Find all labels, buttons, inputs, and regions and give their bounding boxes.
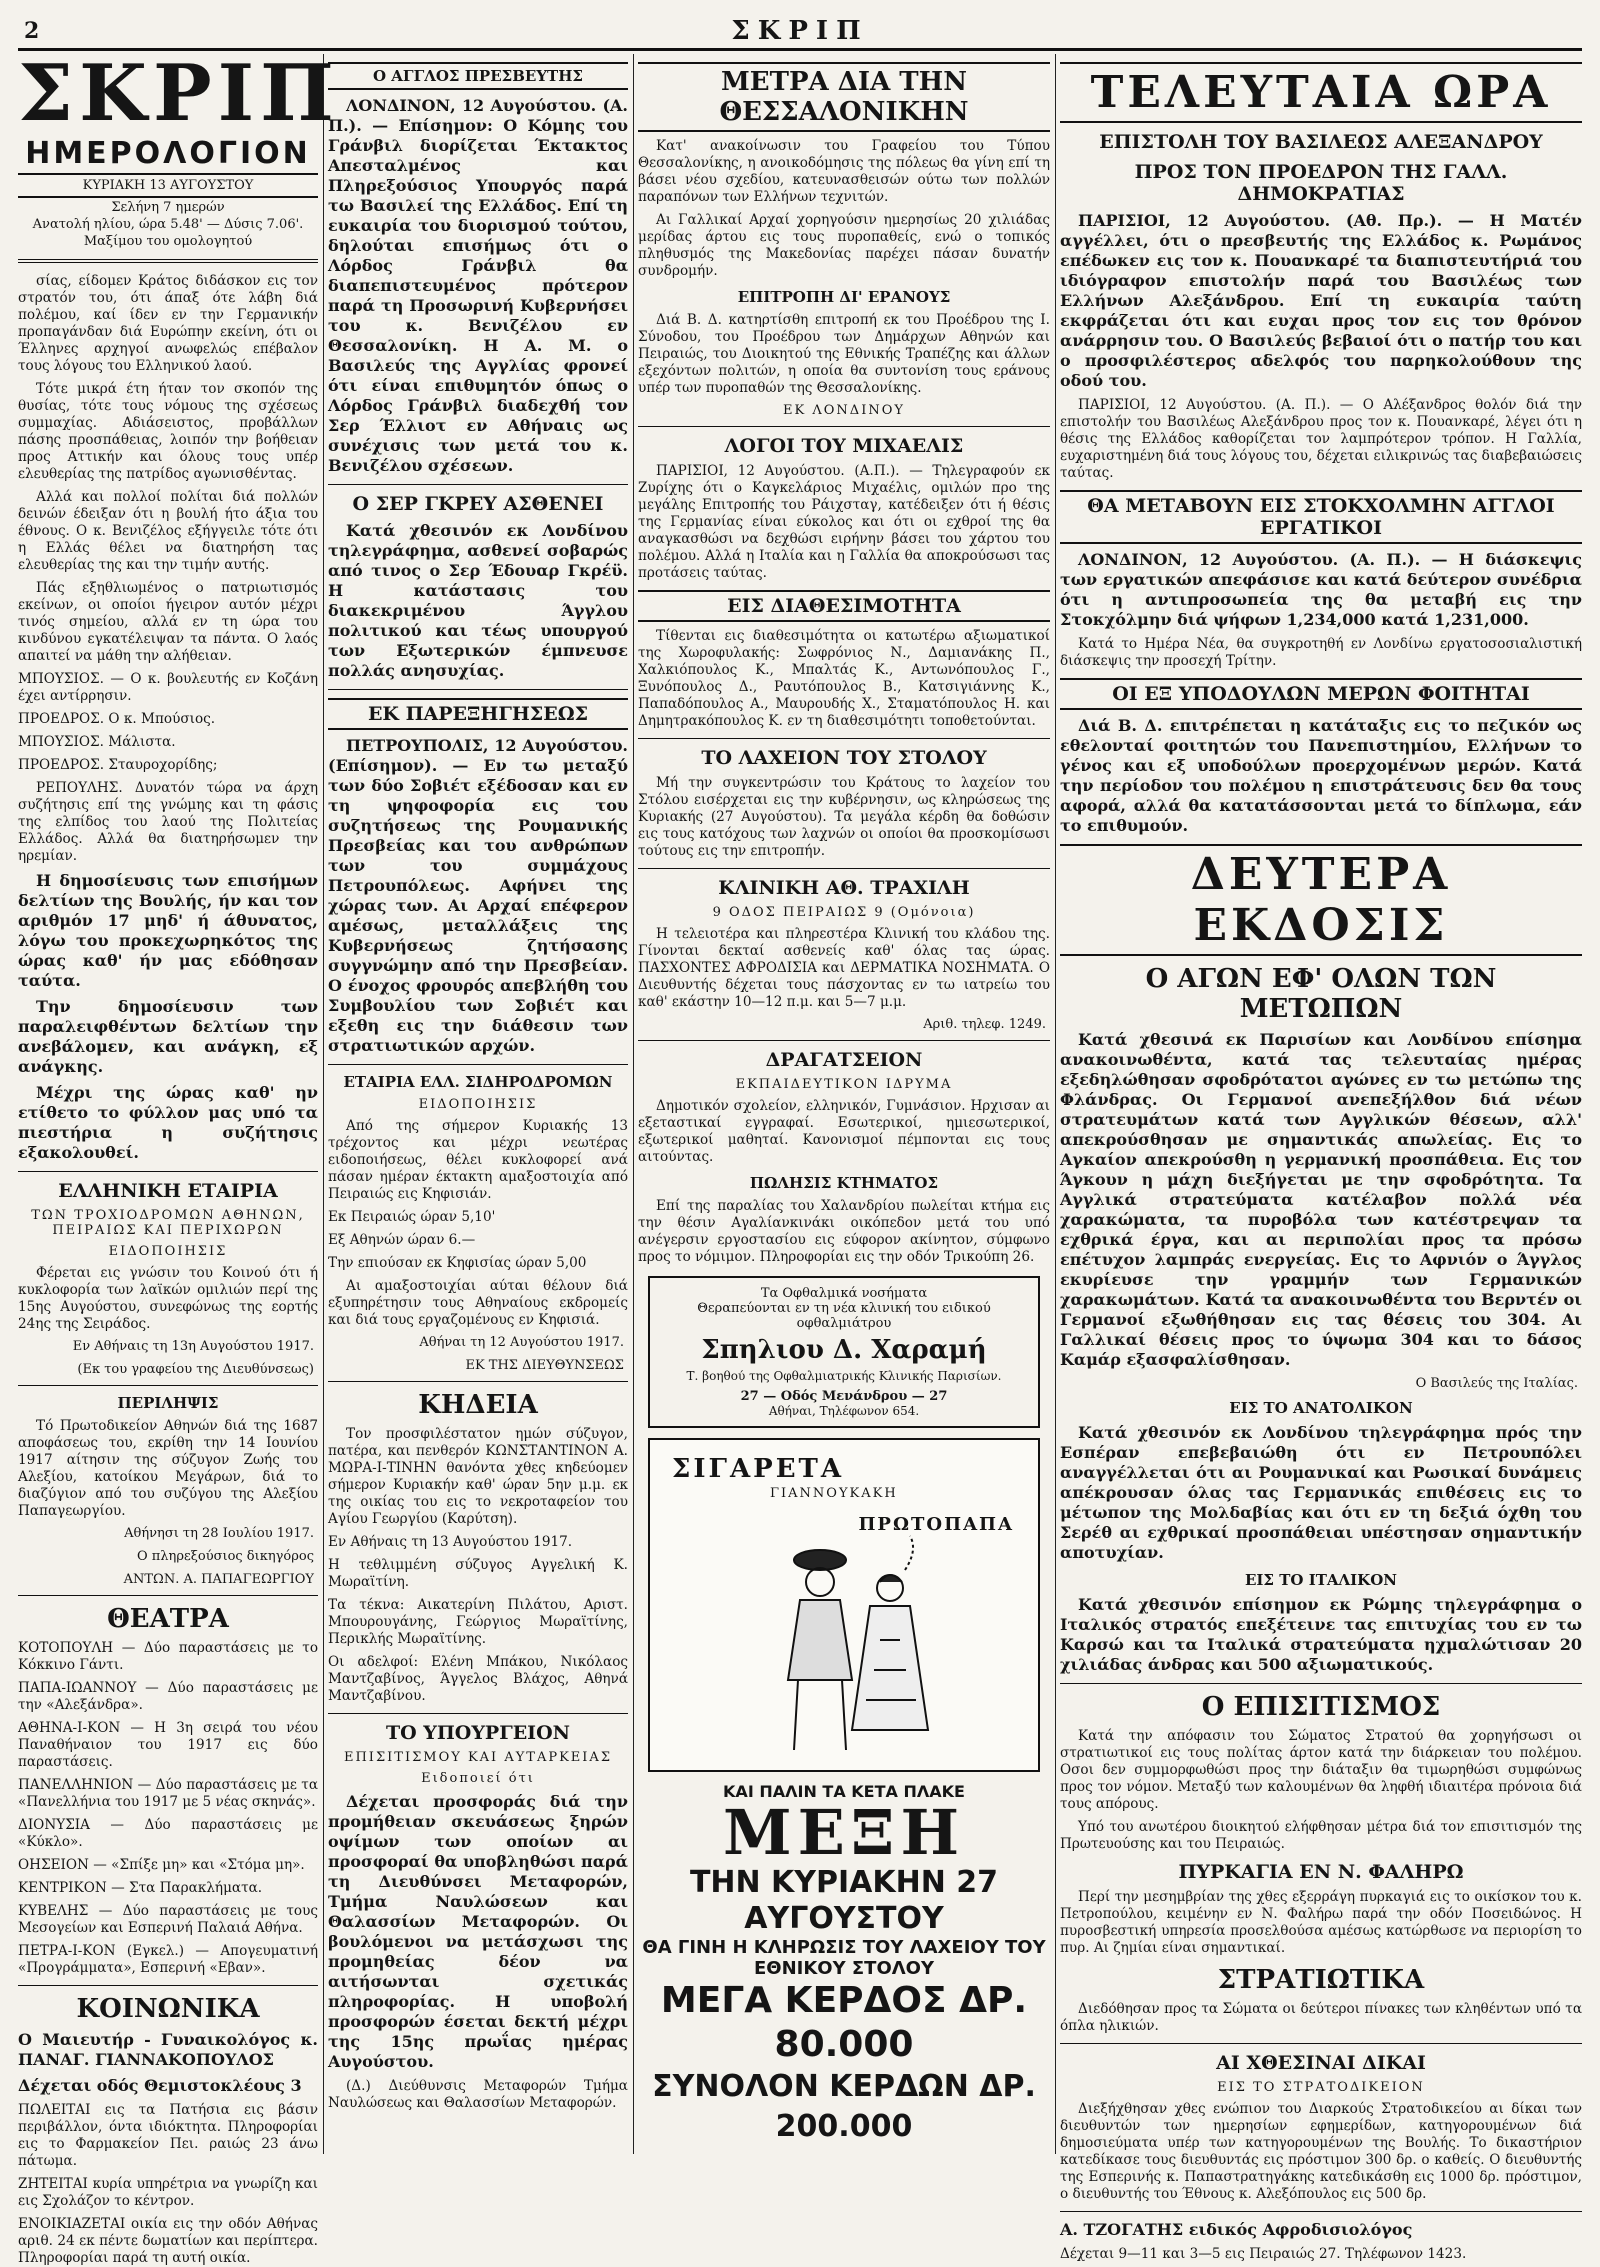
cigarette-ad: [648, 1438, 1040, 1772]
separator: [18, 259, 318, 263]
almanac-line: Μαξίμου του ομολογητού: [83, 234, 253, 249]
listing: ΚΟΤΟΠΟΥΛΗ — Δύο παραστάσεις με το Κόκκινο Γάντι.: [18, 1640, 318, 1673]
headline: ΛΟΓΟΙ ΤΟΥ ΜΙΧΑΕΛΙΣ: [724, 435, 964, 457]
almanac-line: Ανατολή ηλίου, ώρα 5.48' — Δύσις 7.06'.: [32, 217, 304, 232]
subheadline: ΕΙΣ ΤΟ ΣΤΡΑΤΟΔΙΚΕΙΟΝ: [1217, 2080, 1425, 2095]
article-text-bold: Κατά χθεσινόν επίσημον εκ Ρώμης τηλεγράφημα ο Ιταλικός στρατός επεξέτεινε τας επιτυχίας του εν τω Καρσώ και τα Ιταλικά στρατεύματα ηχμαλώτισαν 20 χιλιάδας άνδρας και 500 αξιωματικούς.: [1060, 1595, 1582, 1674]
column-rule: [1055, 54, 1056, 2154]
article-text: ΠΑΡΙΣΙΟΙ, 12 Αυγούστου. (Α.Π.). — Τηλεγραφούν εκ Ζυρίχης ότι ο Καγκελάριος Μιχαέλις, ομιλών προ της μεγάλης Επιτροπής του Ράιχσταγ, κατέδειξεν ότι ή θέσις της Γερμανίας είναι εύκολος και ότι οι εχθροί της θα αναγκασθώσι να δεχθώσι ειρήνην βάσει του χάρτου του πολέμου. Αλλά η Ιταλία και η Γαλλία θα αποκρούσωσι τας προτάσεις ταύτας.: [638, 463, 1050, 581]
headline: ΚΟΙΝΩΝΙΚΑ: [76, 1994, 260, 2024]
notice-text: Από της σήμερον Κυριακής 13 τρέχοντος και μέχρι νεωτέρας ειδοποιήσεως, θέλει κυκλοφορεί ανά πάσαν ημέραν έκτακτη αμαξοστοιχία από Πειραιώς εις Κηφισιάν.: [328, 1118, 628, 1202]
headline: ΕΚ ΠΑΡΕΞΗΓΗΣΕΩΣ: [328, 698, 628, 730]
article-text: Διεδόθησαν προς τα Σώματα οι δεύτεροι πίνακες των κληθέντων υπό τα όπλα ηλικιών.: [1060, 2001, 1582, 2034]
article-text-bold: Κατά χθεσινόν εκ Λονδίνου τηλεγράφημα, ασθενεί σοβαρώς από τινος ο Σερ Έδουαρ Γκρέϋ. Η κατάστασις του διακεκριμένου Άγγλου πολιτικού και τέως υπουργού των Εξωτερικών έμπνευσε πολλάς ανησυχίας.: [328, 521, 628, 680]
headline: Ο ΕΠΙΣΙΤΙΣΜΟΣ: [1201, 1692, 1441, 1722]
article-text: σίας, είδομεν Κράτος διδάσκον εις τον στρατόν του, ότι άπαξ ότε λάβη διά πολέμου, καί ίδεν εν την Γερμανικήν προπαγάνδαν διά Ευρώπην εκείνη, ότι οι Έλληνες αρχηγοί ανωφελώς επέβαλον τους λόγους του Ελληνικού λαού.: [18, 273, 318, 374]
headline: ΘΑ ΜΕΤΑΒΟΥΝ ΕΙΣ ΣΤΟΚΧΟΛΜΗΝ ΑΓΓΛΟΙ ΕΡΓΑΤΙΚΟΙ: [1060, 490, 1582, 544]
article-text: Τότε μικρά έτη ήταν τον σκοπόν της θυσίας, τότε τους νόμους της σχέσεως συμμαχίας. Αδιάσειστος, προβάλλων πάσης προσπάθειας, λοιπόν την βοήθειαν προς Αττικήν και όλους τους υπέρ ελευθερίας της πατρίδος αγωνισθέντας.: [18, 381, 318, 482]
section-header: ΤΕΛΕΥΤΑΙΑ ΩΡΑ: [1060, 62, 1582, 123]
ad-text: Α. ΤΖΟΓΑΤΗΣ ειδικός Αφροδισιολόγος: [1060, 2220, 1413, 2239]
notice-label: ΕΙΔΟΠΟΙΗΣΙΣ: [108, 1244, 228, 1259]
listing: ΑΘΗΝΑ-Ι-ΚΟΝ — Η 3η σειρά του νέου Παναθήναιον του 1917 εις δύο παραστάσεις.: [18, 1720, 318, 1770]
ad-name: ΜΕΞΗ: [722, 1796, 966, 1869]
ad-text: ΠΩΛΕΙΤΑΙ εις τα Πατήσια εις βάσιν περιβάλλον, όντα ιδιόκτητα. Πληροφορίαι εις το Φαρμακείον Πει. ραιώς 23 άνω πάτωμα.: [18, 2102, 318, 2169]
ad-name: Σπηλιου Δ. Χαραμή: [701, 1335, 987, 1365]
article-text: Αλλά και πολλοί πολίται διά πολλών δεινών έδειξαν ότι η βουλή ήτο άξια του έθνους. Ο κ. Βενιζέλος εξήγγειλε τότε ότι η Ελλάς θέλει να διατηρήση τας ελευθερίας της και την τιμήν αυτής.: [18, 489, 318, 573]
signature: Αθήνησι τη 28 Ιουλίου 1917.: [124, 1526, 314, 1541]
article-text-bold: Την δημοσίευσιν των παραλειφθέντων δελτίων την ανεβάλομεν, και ανάγκη, εξ ανάγκης.: [18, 997, 318, 1076]
newspaper-page: [18, 14, 1582, 2266]
article-text: Περί την μεσημβρίαν της χθες εξερράγη πυρκαγιά εις το οικίσκον του κ. Πετροπούλου, κειμένην εν Ν. Φαλήρω παρά την οδόν Ποσειδώνος. Η πυροσβεστική υπηρεσία προσελθούσα αμέσως κατώρθωσε να περιορίση το πυρ. Αι ζημίαι είναι σημαντικαί.: [1060, 1889, 1582, 1956]
columns: [18, 48, 1582, 2266]
listing: ΚΥΒΕΛΗΣ — Δύο παραστάσεις με τους Μεσογείων και Εσπερινή Παλαιά Αθήνα.: [18, 1903, 318, 1936]
article-text: Υπό του ανωτέρου διοικητού ελήφθησαν μέτρα διά τον επισιτισμόν της Πρωτευούσης και του Πειραιώς.: [1060, 1819, 1582, 1852]
headline: ΟΙ ΕΞ ΥΠΟΔΟΥΛΩΝ ΜΕΡΩΝ ΦΟΙΤΗΤΑΙ: [1060, 678, 1582, 710]
signature: ΕΚ ΤΗΣ ΔΙΕΥΘΥΝΣΕΩΣ: [465, 1358, 624, 1373]
notice-text: Τό Πρωτοδικείον Αθηνών διά της 1687 αποφάσεως του, εκρίθη την 14 Ιουνίου 1917 αίτησιν της σύζυγον Ζωής του Αλεξίου, κατοίκου Μεγάρων, διά το διαζύγιον από του συζύγου της Αλεξίου Παπαγεωργίου.: [18, 1418, 318, 1519]
dialogue-line: ΠΡΟΕΔΡΟΣ. Σταυροχορίδης;: [18, 757, 218, 773]
ad-line: ΣΙΓΑΡΕΤΑ: [672, 1454, 845, 1484]
headline: ΠΥΡΚΑΓΙΑ ΕΝ Ν. ΦΑΛΗΡΩ: [1178, 1861, 1464, 1883]
article-text: Κατά την απόφασιν του Σώματος Στρατού θα χορηγήσωσι οι στρατιωτικοί εις τους πολίτας άρτον κατά την διάρκειαν του πολέμου. Οσοι δεν συμμορφωθώσι προς την διάταξιν θα τιμωρηθώσι συμφώνως προς τον νόμον. Μεταξύ των καλουμένων θα ληφθή ιδιαιτέρα πρόνοια διά τους απόρους.: [1060, 1728, 1582, 1812]
column-rule: [633, 54, 634, 2154]
issue-date: ΚΥΡΙΑΚΗ 13 ΑΥΓΟΥΣΤΟΥ: [18, 173, 318, 198]
notice-text: Η τεθλιμμένη σύζυγος Αγγελική Κ. Μωραϊτίνη.: [328, 1557, 628, 1590]
separator: [328, 1064, 628, 1065]
signature: ΑΝΤΩΝ. Α. ΠΑΠΑΓΕΩΡΓΙΟΥ: [123, 1572, 314, 1587]
ad-phone: Αθήναι, Τηλέφωνον 654.: [768, 1404, 920, 1418]
headline: Ο ΣΕΡ ΓΚΡΕΥ ΑΣΘΕΝΕΙ: [352, 493, 604, 515]
ad-line: ΘΑ ΓΙΝΗ Η ΚΛΗΡΩΣΙΣ ΤΟΥ ΛΑΧΕΙΟΥ ΤΟΥ ΕΘΝΙΚΟΥ ΣΤΟΛΟΥ: [642, 1937, 1046, 1979]
column-2: [328, 54, 628, 2154]
separator: [18, 1171, 318, 1172]
listing: ΟΗΣΕΙΟΝ — «Σπίξε μη» και «Στόμα μη».: [18, 1857, 305, 1873]
signature: Αριθ. τηλεφ. 1249.: [923, 1017, 1046, 1032]
listing: ΠΑΠΑ-ΙΩΑΝΝΟΥ — Δύο παραστάσεις με την «Αλεξάνδρα».: [18, 1680, 318, 1713]
dialogue-line: ΜΠΟΥΣΙΟΣ. — Ο κ. βουλευτής εν Κοζάνη έχει αντίρρησιν.: [18, 671, 318, 704]
ad-text: Ο Μαιευτήρ - Γυναικολόγος κ. ΠΑΝΑΓ. ΓΙΑΝΝΑΚΟΠΟΥΛΟΣ: [18, 2030, 318, 2069]
article-text: Διά Β. Δ. κατηρτίσθη επιτροπή εκ του Προέδρου της Ι. Σύνοδου, του Προέδρου των Δημάρχων Αθηνών και Πειραιώς, του Διοικητού της Εθνικής Τραπέζης και άλλων εξεχόντων πολιτών, η οποία θα συντονίση τους εράνους υπέρ των πυροπαθών της Θεσσαλονίκης.: [638, 312, 1050, 396]
ad-line: ΠΡΩΤΟΠΑΠΑ: [858, 1514, 1014, 1535]
signature: Εν Αθήναις τη 13η Αυγούστου 1917.: [72, 1339, 314, 1354]
ad-line: Θεραπεύονται εν τη νέα κλινική του ειδικού οφθαλμιάτρου: [697, 1301, 991, 1331]
subheadline: ΕΚΠΑΙΔΕΥΤΙΚΟΝ ΙΔΡΥΜΑ: [735, 1077, 953, 1092]
column-1: [18, 48, 340, 2266]
separator: [328, 1713, 628, 1714]
headline: ΘΕΑΤΡΑ: [107, 1604, 229, 1634]
ad-line: ΓΙΑΝΝΟΥΚΑΚΗ: [770, 1486, 898, 1501]
article-text-bold: Κατά χθεσινόν εκ Λονδίνου τηλεγράφημα πρός την Εσπέραν επεβεβαιώθη ότι εν Πετρουπόλει αναγγέλλεται ότι αι Ρουμανικαί και Ρωσικαί δυνάμεις απέκρουσαν όλας τας Γερμανικάς επιθέσεις εις το μέτωπον της Μολδαβίας και ότι εν τη δεξιά όχθη του Σερέθ αι εχθρικαί προσπάθειαι υπέστησαν σημαντικήν αποτυχίαν.: [1060, 1423, 1582, 1562]
timetable-line: Την επιούσαν εκ Κηφισίας ώραν 5,00: [328, 1255, 587, 1271]
headline: ΕΛΛΗΝΙΚΗ ΕΤΑΙΡΙΑ: [58, 1180, 278, 1202]
separator: [1060, 1683, 1582, 1684]
signature: Αθήναι τη 12 Αυγούστου 1917.: [419, 1335, 624, 1350]
article-text: Αι Γαλλικαί Αρχαί χορηγούσιν ημερησίως 20 χιλιάδας μερίδας άρτου εις τους πυροπαθείς, ενώ ο τοπικός πληθυσμός της Μακεδονίας παρέχει πάσαν δυνατήν συνδρομήν.: [638, 212, 1050, 279]
article-text-bold: Μέχρι της ώρας καθ' ην ετίθετο το φύλλον μας υπό τα πιεστήρια η συζήτησις εξακολουθεί.: [18, 1083, 318, 1162]
ad-text: Η τελειοτέρα και πληρεστέρα Κλινική του κλάδου της. Γίνονται δεκταί ασθενείς καθ' όλας τας ώρας. ΠΑΣΧΟΝΤΕΣ ΑΦΡΟΔΙΣΙΑ και ΔΕΡΜΑΤΙΚΑ ΝΟΣΗΜΑΤΑ. Ο Διευθυντής δέχεται τους πάσχοντας εν τω ιατρείω του καθ' εκάστην 10—12 π.μ. και 5—7 μ.μ.: [638, 926, 1050, 1010]
masthead: ΣΚΡΙΠ: [18, 48, 340, 139]
separator: [1060, 2043, 1582, 2044]
notice-text: Τον προσφιλέστατον ημών σύζυγον, πατέρα, και πενθερόν ΚΩΝΣΤΑΝΤΙΝΟΝ Α. ΜΩΡΑ-Ι-ΤΙΝΗΝ θανόντα χθες κηδεύομεν σήμερον Κυριακήν καθ' ώραν 5ην μ.μ. εκ της οικίας του εις το νεκροταφείον του Αγίου Γεωργίου (Καρύτση).: [328, 1426, 628, 1527]
article-text: ΡΕΠΟΥΛΗΣ. Δυνατόν τώρα να άρχη συζήτησις επί της γνώμης και τη φάσις της ελπίδος του λαού της Πολιτείας Ελλάδος. Αλλά θα διατηρήσωμεν την ηρεμίαν.: [18, 780, 318, 864]
separator: [1060, 2211, 1582, 2212]
ad-address: 27 — Οδός Μενάνδρου — 27: [740, 1389, 948, 1404]
ad-line: ΚΑΙ ΠΑΛΙΝ ΤΑ ΚΕΤΑ ΠΛΑΚΕ: [723, 1782, 965, 1801]
separator: [328, 484, 628, 485]
article-text: ΠΑΡΙΣΙΟΙ, 12 Αυγούστου. (Α. Π.). — Ο Αλέξανδρος θολόν διά την επιστολήν του Βασιλέως Αλεξάνδρου προς τον κ. Πουανκαρέ, λέγει ότι η θέσις της Ελλάδος καθορίζεται τον λαμπρότερον τρόπον. Η Γαλλία, ευχαριστημένη διά τους λόγους του, δέχεται ειλικρινώς τας διαβεβαιώσεις ταύτας.: [1060, 397, 1582, 481]
headline: ΔΡΑΓΑΤΣΕΙΟΝ: [765, 1049, 923, 1071]
headline: ΣΤΡΑΤΙΩΤΙΚΑ: [1217, 1965, 1425, 1995]
article-text-bold: Δέχεται προσφοράς διά την προμήθειαν σκευάσεως ξηρών οψίμων των οποίων αι προσφοραί θα υποβληθώσι παρά τη Διευθύνσει Μεταφορών, Τμήμα Ναυλώσεων και Θαλασσίων Μεταφορών. Οι βουλόμενοι να μετάσχωσι της προμηθείας δέον να αιτήσωνται σχετικάς πληροφορίας. Η υποβολή προσφορών έσεται δεκτή μέχρι της 15ης πρωΐας ημέρας Αυγούστου.: [328, 1792, 628, 2071]
article-text-bold: Διά Β. Δ. επιτρέπεται η κατάταξις εις το πεζικόν ως εθελονταί φοιτητών του Πανεπιστημίου, Ελλήνων το γένος και εξ υποδούλων προερχομένων μερών. Κατά την περίοδον του πολέμου η επιστράτευσις δεν θα τους αφορά, αλλά θα κατατάσσονται μετά το δίπλωμα, εάν το επιθυμούν.: [1060, 716, 1582, 835]
notice-text: Φέρεται εις γνώσιν του Κοινού ότι ή κυκλοφορία των λαϊκών ομιλιών περί της 15ης Αυγούστου, συνεφώνως της εορτής 24ης της Σειράδος.: [18, 1265, 318, 1332]
separator: [638, 868, 1050, 869]
separator: [18, 1985, 318, 1986]
ad-line: ΣΥΝΟΛΟΝ ΚΕΡΔΩΝ ΔΡ. 200.000: [652, 2069, 1036, 2144]
subheadline: 9 ΟΔΟΣ ΠΕΙΡΑΙΩΣ 9 (Ομόνοια): [712, 905, 976, 920]
almanac-line: Σελήνη 7 ημερών: [111, 200, 225, 215]
article-text: Πάς εξηθλιωμένος ο πατριωτισμός εκείνων, οι οποίοι ήγειρον αυτόν μέχρι τινός σημείου, αλλά εν τη ώρα του κινδύνου εγκατέλειψαν τα πάντα. Ο λαός απαιτεί να μάθη την αλήθειαν.: [18, 580, 318, 664]
article-text-bold: Η δημοσίευσις των επισήμων δελτίων της Βουλής, ήν και τον αριθμόν 17 μηδ' ή άθυνατος, λόγω του προκεχωρηκότος της ώρας καθ' ήν μας εδόθησαν ταύτα.: [18, 871, 318, 990]
masthead-sub: ΗΜΕΡΟΛΟΓΙΟΝ: [25, 136, 311, 171]
headline: ΕΙΣ ΤΟ ΙΤΑΛΙΚΟΝ: [1244, 1571, 1397, 1589]
listing: ΠΑΝΕΛΛΗΝΙΟΝ — Δύο παραστάσεις με τα «Πανελλήνια του 1917 με 5 νέας σκηνάς».: [18, 1777, 318, 1810]
headline: ΤΟ ΥΠΟΥΡΓΕΙΟΝ: [386, 1722, 570, 1744]
timetable-line: Εξ Αθηνών ώραν 6.—: [328, 1232, 476, 1248]
headline: ΠΕΡΙΛΗΨΙΣ: [117, 1394, 219, 1412]
ad-line: Τα Οφθαλμικά νοσήματα: [760, 1286, 928, 1301]
ad-line: ΜΕΓΑ ΚΕΡΔΟΣ ΔΡ. 80.000: [660, 1980, 1028, 2065]
headline: ΕΤΑΙΡΙΑ ΕΛΛ. ΣΙΔΗΡΟΔΡΟΜΩΝ: [343, 1073, 613, 1091]
separator: [638, 1040, 1050, 1041]
subheadline: ΤΩΝ ΤΡΟΧΙΟΔΡΟΜΩΝ ΑΘΗΝΩΝ, ΠΕΙΡΑΙΩΣ ΚΑΙ ΠΕΡΙΧΩΡΩΝ: [31, 1208, 305, 1238]
running-head: [18, 14, 1582, 51]
ad-text: Επί της παραλίας του Χαλανδρίου πωλείται κτήμα εις την θέσιν Αγαλίανκινάκι οικόπεδον μετά του υπό ανέγερσιν εργοστασίου εις εύφορον ακίνητον, σύμφωνο προς το νόμιμον. Πληροφορίαι εις την οδόν Τρικούπη 26.: [638, 1198, 1050, 1265]
signature: Ο πληρεξούσιος δικηγόρος: [136, 1549, 314, 1564]
column-3: [638, 54, 1050, 2154]
article-text-bold: ΠΕΤΡΟΥΠΟΛΙΣ, 12 Αυγούστου. (Επίσημον). — Εν τω μεταξύ των δύο Σοβιέτ εξέδοσαν και εν τη ψηφοφορία εις του συζητήσεως της Ρουμανικής Πρεσβείας και του ανθρώπων των του συμμάχους Πετρουπόλεως. Αφήνει της χώρας των. Αι Αρχαί επέφερον αμέσως, μεταλλάξεις της Κυβερνήσεως ζητήσασης συγγνώμην από την Πρεσβείαν. Ο ένοχος φρουρός απεβλήθη του Συμβουλίου των Σοβιέτ και εξεθη εις την διάθεσιν των στρατιωτικών αρχών.: [328, 736, 628, 1055]
headline: Ο ΑΓΓΛΟΣ ΠΡΕΣΒΕΥΤΗΣ: [328, 62, 628, 90]
dialogue-line: ΜΠΟΥΣΙΟΣ. Μάλιστα.: [18, 734, 176, 750]
article-text: Μή την συγκεντρώσιν του Κράτους το λαχείον του Στόλου εισέρχεται εις την κυβέρνησιν, ως κληρώσεως της Κυριακής (27 Αυγούστου). Τα μεγάλα κέρδη θα δοθώσιν εις τους κατόχους των λαχνών οι οποίοι θα προσκομίσωσι τούτους εις την επιτροπήν.: [638, 775, 1050, 859]
notice-label: Ειδοποιεί ότι: [421, 1771, 535, 1786]
timetable-line: Εκ Πειραιώς ώραν 5,10': [328, 1209, 496, 1225]
separator: [638, 738, 1050, 739]
headline: Ο ΑΓΩΝ ΕΦ' ΟΛΩΝ ΤΩΝ ΜΕΤΩΠΩΝ: [1145, 964, 1497, 1024]
headline: ΜΕΤΡΑ ΔΙΑ ΤΗΝ ΘΕΣΣΑΛΟΝΙΚΗΝ: [638, 62, 1050, 132]
subheadline: ΠΡΟΣ ΤΟΝ ΠΡΟΕΔΡΟΝ ΤΗΣ ΓΑΛΛ. ΔΗΜΟΚΡΑΤΙΑΣ: [1134, 161, 1508, 205]
headline: ΠΩΛΗΣΙΣ ΚΤΗΜΑΤΟΣ: [749, 1174, 939, 1192]
column-4: [1060, 54, 1582, 2262]
notice-text: Αι αμαξοστοιχίαι αύται θέλουν διά εξυπηρέτησιν τους Αθηναίους εκδρομείς και διά τους εργαζομένους εν Κηφισιά.: [328, 1278, 628, 1328]
notice-text: Εν Αθήναις τη 13 Αυγούστου 1917.: [328, 1534, 573, 1550]
separator: [328, 1381, 628, 1382]
article-text-bold: ΠΑΡΙΣΙΟΙ, 12 Αυγούστου. (Αθ. Πρ.). — Η Ματέν αγγέλλει, ότι ο πρεσβευτής της Ελλάδος κ. Ρωμάνος επέδωκεν εις τον κ. Πουανκαρέ τα διαπιστευτήριά του ιδιόγραφον επιστολήν παρά του Βασιλέως των Ελλήνων Αλεξάνδρου. Επί τη ευκαιρία ταύτη εκφράζεται ότι και ευχαι προς τον εις τον θρόνον ανάρρησιν του. Ο Βασιλεύς βεβαιοί ότι ο πατήρ του και ο προσφιλέστερος αδελφός του παρηκολούθουν της οδού του.: [1060, 211, 1582, 390]
notice-text: Οι αδελφοί: Ελένη Μπάκου, Νικόλαος Μαντζαβίνος, Άγγελος Βλάχος, Αθηνά Μαντζαβίνου.: [328, 1654, 628, 1704]
running-head-title: ΣΚΡΙΠ: [731, 16, 869, 46]
ad-text: Δέχεται 9—11 και 3—5 εις Πειραιώς 27. Τηλέφωνον 1423.: [1060, 2246, 1467, 2262]
listing: ΚΕΝΤΡΙΚΟΝ — Στα Παρακλήματα.: [18, 1880, 263, 1896]
dialogue-line: ΠΡΟΕΔΡΟΣ. Ο κ. Μπούσιος.: [18, 711, 216, 727]
separator: [18, 1595, 318, 1596]
headline: ΚΗΔΕΙΑ: [418, 1390, 538, 1420]
article-text-bold: ΛΟΝΔΙΝΟΝ, 12 Αυγούστου. (Α. Π.). — Επίσημον: Ο Κόμης του Γράνβιλ διορίζεται Έκτακτος Απεσταλμένος και Πληρεξούσιος Υπουργός παρά τω Βασιλεί της Ελλάδος. Επί τη ευκαιρία του διορισμού τούτου, δηλούται επισήμως ότι ο Λόρδος Γράνβιλ θα διαπεπιστευμένος πρότερον παρά τη Προσωρινή Κυβερνήσει του κ. Βενιζέλου εν Θεσσαλονίκη. Η Α. Μ. ο Βασιλεύς της Αγγλίας φρονεί ότι είναι επιθυμητόν όπως ο Λόρδος Γράνβιλ διαδεχθή τον Σερ Έλλιοτ εν Αθήναις ως συνέχισις των μετά του κ. Βενιζέλου σχέσεων.: [328, 96, 628, 475]
headline: ΕΙΣ ΤΟ ΑΝΑΤΟΛΙΚΟΝ: [1229, 1399, 1413, 1417]
signature: Ο Βασιλεύς της Ιταλίας.: [1415, 1376, 1578, 1391]
subheadline: ΕΠΙΣΙΤΙΣΜΟΥ ΚΑΙ ΑΥΤΑΡΚΕΙΑΣ: [343, 1750, 613, 1765]
article-text-bold: Κατά χθεσινά εκ Παρισίων και Λονδίνου επίσημα ανακοινωθέντα, κατά τας τελευταίας ημέρας εξεδηλώθησαν σφοδρότατοι αγώνες εν τω μετώπω της Φλάνδρας. Οι Γερμανοί ανεπεξήλθον διά νέων στρατευμάτων κατά των Αγγλικών θέσεων, αλλ' απεκρούσθησαν με σημαντικάς απωλείας. Εις το Αγκαίον απεκρούσθη η γερμανική προσπάθεια. Εις τον Άγκουν η μάχη διεξήγεται με την σφοδρότητα. Τα Αγγλικά στρατεύματα κατέλαβον πολλά νέα χαρακώματα, τα πυροβόλα των κατέστρεψαν τα εχθρικά έργα, και αι περιπολίαι προς τα πρόσω επέτυχον λαμπράς ενεργείας. Εις το Αφνιόν ο Άγγλος εκυρίευσε την γραμμήν των Γερμανικών χαρακωμάτων. Κατά τα ανακοινωθέντα του Βερντέν οι Γερμανοί εξωθήθησαν εις τας θέσεις του 304. Αι Γαλλικαί θέσεις προς το ύψωμα 304 και το δάσος Καμάρ εξασφαλίσθησαν.: [1060, 1030, 1582, 1369]
ad-line: ΤΗΝ ΚΥΡΙΑΚΗΝ 27 ΑΥΓΟΥΣΤΟΥ: [689, 1865, 999, 1936]
headline: ΕΠΙΣΤΟΛΗ ΤΟΥ ΒΑΣΙΛΕΩΣ ΑΛΕΞΑΝΔΡΟΥ: [1099, 131, 1543, 153]
headline: ΕΙΣ ΔΙΑΘΕΣΙΜΟΤΗΤΑ: [638, 590, 1050, 622]
separator: [328, 689, 628, 690]
article-text-bold: ΛΟΝΔΙΝΟΝ, 12 Αυγούστου. (Α. Π.). — Η διάσκεψις των εργατικών απεφάσισε και κατά δεύτερον συνέδρια ότι η αντιπροσωπεία της θα μεταβή εις την Στοκχόλμην διά ψήφων 1,234,000 κατά 1,231,000.: [1060, 550, 1582, 629]
signature: (Εκ του γραφείου της Διευθύνσεως): [77, 1362, 314, 1377]
ad-text: Δημοτικόν σχολείον, ελληνικόν, Γυμνάσιον. Ηρχισαν αι εξεταστικαί εγγραφαί. Εσωτερικοί, ημιεσωτερικοί, εξωτερικοί μαθηταί. Κανονισμοί πέμπονται εις τους αιτούντας.: [638, 1098, 1050, 1165]
column-rule: [323, 54, 324, 2154]
headline: ΑΙ ΧΘΕΣΙΝΑΙ ΔΙΚΑΙ: [1216, 2052, 1426, 2074]
notice-text: Τα τέκνα: Αικατερίνη Πιλάτου, Αριστ. Μπουρουγάνης, Γεώργιος Μωραϊτίνης, Περικλής Μωραϊτίνης.: [328, 1597, 628, 1647]
article-text: Κατ' ανακοίνωσιν του Γραφείου του Τύπου Θεσσαλονίκης, η ανοικοδόμησις της πόλεως θα γίνη επί τη βάσει νέου σχεδίου, κατευνασθεισών ούτω των πολλών παραπόνων των Ελλήνων τεχνιτών.: [638, 138, 1050, 205]
lottery-ad: [638, 1782, 1050, 2147]
article-text: Τίθενται εις διαθεσιμότητα οι κατωτέρω αξιωματικοί της Χωροφυλακής: Σωφρόνιος Ν., Δαμιανάκης Π., Χαλκιόπουλος Κ., Μπαλτάς Κ., Αντωνόπουλος Γ., Ξυνόπουλος Δ., Ραυτόπουλος Β., Κατσιγιάννης Κ., Παπαδόπουλος Α., Μαυρουδής Χ., Σταματόπουλος Η. και Δημητρακόπουλος Κ. εν τη διαθεσιμότητι τοποθετούνται.: [638, 628, 1050, 729]
article-text: Κατά το Ημέρα Νέα, θα συγκροτηθή εν Λονδίνω εργατοσοσιαλιστική διάσκεψις την προσεχή Τρίτην.: [1060, 636, 1582, 669]
eye-clinic-ad: [648, 1276, 1040, 1428]
listing: ΔΙΟΝΥΣΙΑ — Δύο παραστάσεις με «Κύκλο».: [18, 1817, 318, 1850]
subheadline: ΕΚ ΛΟΝΔΙΝΟΥ: [783, 403, 905, 418]
notice-text: (Δ.) Διεύθυνσις Μεταφορών Τμήμα Ναυλώσεως και Θαλασσίων Μεταφορών.: [328, 2078, 628, 2111]
article-text: Διεξήχθησαν χθες ενώπιον του Διαρκούς Στρατοδικείου αι δίκαι των διευθυντών των ημερησίων εφημερίδων, κατηγορουμένων διά δημοσιεύματα υπέρ των κατηγορουμένων της Βουλής. Το δικαστήριον κατεδίκασε τους διευθυντάς εις πρόστιμον 300 δρ. ο καθείς. Ο διευθυντής της Εσπερινής κ. Παπαστρατηγάκης κατεδικάσθη εις 1000 δρ. πρόστιμον, ο διευθυντής του Έθνους κ. Αλεξόπουλος εις 500 δρ.: [1060, 2101, 1582, 2202]
section-header: ΔΕΥΤΕΡΑ ΕΚΔΟΣΙΣ: [1060, 844, 1582, 956]
ad-text: Δέχεται οδός Θεμιστοκλέους 3: [18, 2076, 302, 2095]
ad-line: Τ. βοηθού της Οφθαλμιατρικής Κλινικής Παρισίων.: [686, 1369, 1002, 1383]
separator: [18, 1385, 318, 1386]
listing: ΠΕΤΡΑ-Ι-ΚΟΝ (Εγκελ.) — Απογευματινή «Προγράμματα», Εσπερινή «Εβαν».: [18, 1943, 318, 1976]
ad-text: ΕΝΟΙΚΙΑΖΕΤΑΙ οικία εις την οδόν Αθήνας αριθ. 24 εκ πέντε δωματίων και περίπτερα. Πληροφορίαι παρά τη αυτή οικία.: [18, 2216, 318, 2266]
notice-label: ΕΙΔΟΠΟΙΗΣΙΣ: [418, 1097, 538, 1112]
headline: ΚΛΙΝΙΚΗ ΑΘ. ΤΡΑΧΙΛΗ: [718, 877, 970, 899]
page-number: 2: [24, 18, 40, 44]
ad-text: ΖΗΤΕΙΤΑΙ κυρία υπηρέτρια να γνωρίζη και εις Σχολάζον το κέντρον.: [18, 2176, 318, 2209]
separator: [638, 426, 1050, 427]
smoking-couple-illustration-icon: [740, 1530, 970, 1760]
headline: ΕΠΙΤΡΟΠΗ ΔΙ' ΕΡΑΝΟΥΣ: [737, 288, 951, 306]
headline: ΤΟ ΛΑΧΕΙΟΝ ΤΟΥ ΣΤΟΛΟΥ: [701, 747, 987, 769]
